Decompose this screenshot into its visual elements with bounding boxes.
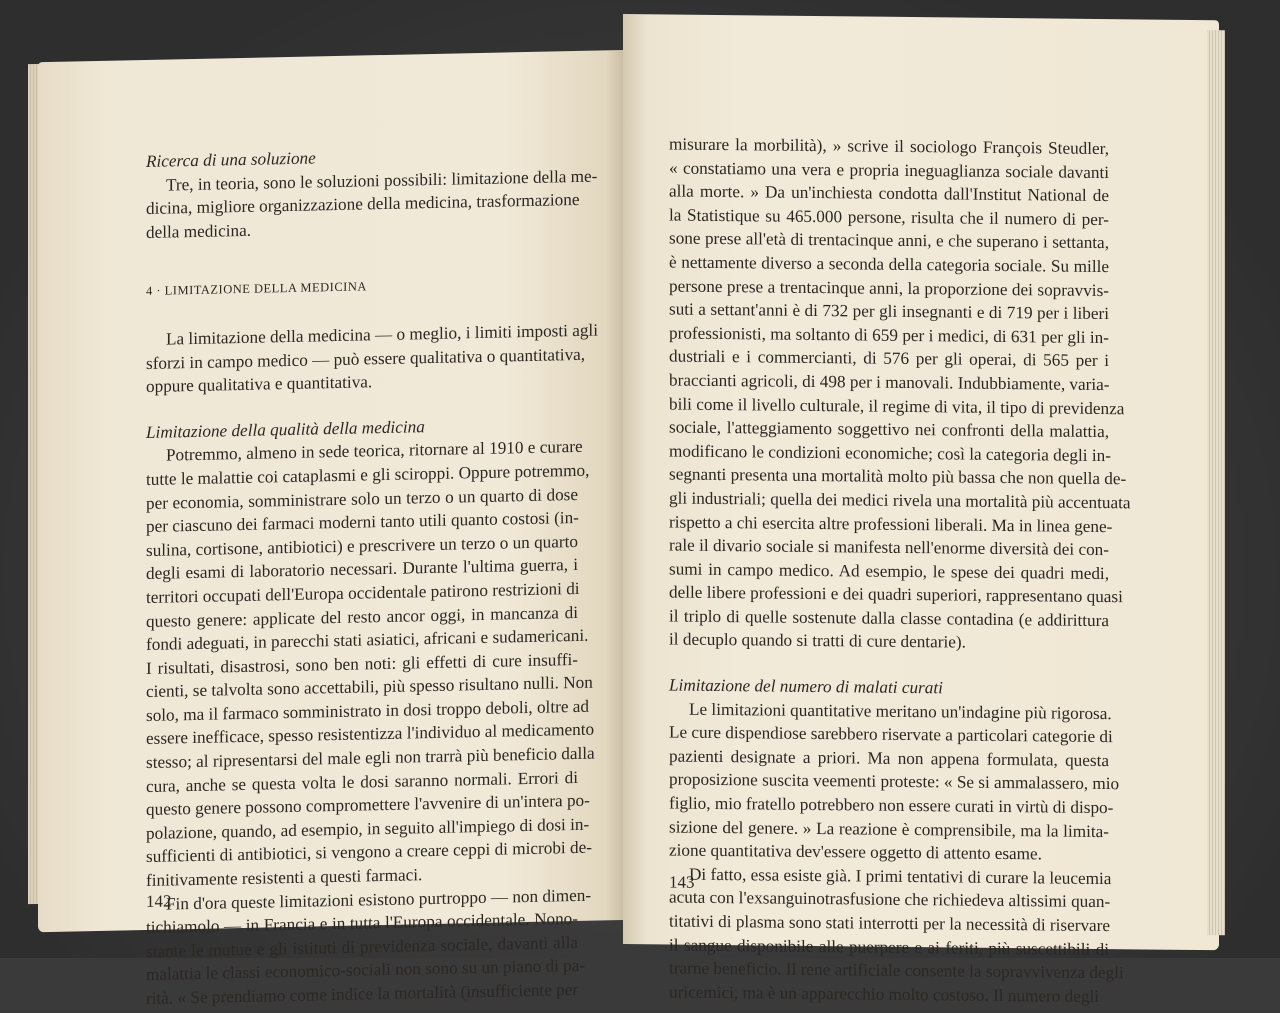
right-page [623, 14, 1219, 1006]
text-line: alla morte. » Da un'inchiesta condotta dall'Institut National de [669, 181, 1109, 206]
text-line: fondi adeguati, in parecchi stati asiatici, africani e sudamericani. [146, 625, 589, 655]
text-line: finitivamente resistenti a questi farmaci. [146, 865, 423, 891]
text-line: territori occupati dell'Europa occidentale patirono restrizioni di [146, 578, 580, 607]
subheading-numero: Limitazione del numero di malati curati [669, 675, 943, 698]
text-line: questo genere: applicate del resto ancor oggi, in mancanza di [146, 602, 578, 631]
text-line: dicina, migliore organizzazione della medicina, trasformazione [146, 190, 580, 219]
text-line: proposizione suscita veementi proteste: « Se si ammalassero, mio [669, 769, 1120, 794]
text-line: sone prese all'età di trentacinque anni, e che superano i settanta, [669, 228, 1109, 253]
text-line: degli esami di laboratorio necessari. Durante l'ultima guerra, i [146, 555, 578, 584]
text-line: la Statistique su 465.000 persone, risulta che il numero di per- [669, 205, 1109, 229]
page-number-left: 142 [146, 891, 172, 911]
text-line: il triplo di quelle sostenute dalla classe contadina (e addirittura [669, 606, 1109, 630]
right-text-block [669, 132, 1131, 1008]
text-line: sociale, l'atteggiamento soggettivo nei confronti della malattia, [669, 417, 1109, 442]
text-line: suti a settant'anni è di 732 per gli insegnanti e di 719 per i liberi [669, 299, 1109, 324]
text-line: rità. « Se prendiamo come indice la mortalità (insufficiente per [146, 979, 579, 1008]
text-line: uricemici, ma è un apparecchio molto costoso. Il numero degli [669, 982, 1100, 1006]
paragraph-soluzioni [146, 165, 598, 245]
text-line: braccianti agricoli, di 498 per i manovali. Indubbiamente, varia- [669, 370, 1110, 395]
right-page-edges [1207, 30, 1225, 935]
text-line: Le cure dispendiose sarebbero riservate a particolari categorie di [669, 722, 1113, 747]
text-line: sizione del genere. » La reazione è comprensibile, ma la limita- [669, 817, 1109, 841]
text-line: per economia, somministrare solo un terzo o un quarto di dose [146, 484, 578, 513]
text-line: stante le mutue e gli istituti di previdenza sociale, davanti alla [146, 932, 578, 961]
paragraph-quantitative [669, 697, 1120, 867]
text-line: malattia le classi economico-sociali non sono su un piano di pa- [146, 956, 586, 985]
subheading-qualita: Limitazione della qualità della medicina [146, 416, 425, 442]
text-line: tichiamolo — in Francia e in tutta l'Europa occidentale. Nono- [146, 909, 578, 938]
text-line: bili come il livello culturale, il regime di vita, il tipo di previdenza [669, 394, 1125, 418]
section-title: 4 · LIMITAZIONE DELLA MEDICINA [146, 279, 367, 299]
paragraph-fin-dora [146, 884, 592, 1011]
text-line: è nettamente diverso a seconda della categoria sociale. Su mille [669, 252, 1109, 277]
text-line: sufficienti di antibiotici, si vengono a creare ceppi di microbi de- [146, 838, 592, 867]
text-line: segnanti presenta una mortalità molto più bassa che non quella de- [669, 464, 1127, 489]
text-line: modificano le condizioni economiche; così la categoria degli in- [669, 441, 1111, 465]
text-line: solo, ma il farmaco somministrato in dosi troppo deboli, oltre ad [146, 696, 589, 725]
text-line: il sangue disponibile alle puerpere e ai feriti, più suscettibili di [669, 935, 1109, 959]
text-line: dustriali e i commercianti, di 576 per gli operai, di 565 per i [669, 346, 1109, 371]
text-line: pazienti designate a priori. Ma non appena formulata, questa [669, 746, 1109, 770]
text-line: cura, anche se questa volta le dosi saranno normali. Errori di [146, 767, 578, 796]
left-text-block [146, 141, 598, 1011]
text-line: essere inefficace, spesso resistentizza l'individuo al medicamento [146, 720, 595, 749]
text-line: trarne beneficio. Il rene artificiale consente la sopravvivenza degli [669, 958, 1124, 983]
text-line: della medicina. [146, 220, 251, 242]
paragraph-qualita [146, 435, 595, 892]
text-line: rale il divario sociale si manifesta nell'enorme diversità dei con- [669, 535, 1109, 560]
text-line: sulina, cortisone, antibiotici) e prescrivere un terzo o un quarto [146, 531, 578, 560]
text-line: figlio, mio fratello potrebbero non essere curati in virtù di dispo- [669, 793, 1114, 818]
text-line: Le limitazioni quantitative meritano un'indagine più rigorosa. [689, 699, 1112, 723]
left-page [38, 50, 623, 1008]
text-line: questo genere possono compromettere l'avvenire di un'intera po- [146, 790, 590, 820]
text-line: Fin d'ora queste limitazioni esistono purtroppo — non dimen- [166, 885, 592, 914]
text-line: stesso; al ripresentarsi del male egli non trarrà più beneficio dalla [146, 743, 595, 773]
text-line: sforzi in campo medico — può essere qualitativa o quantitativa, [146, 344, 586, 373]
text-line: cienti, se talvolta sono accettabili, più spesso risultano nulli. Non [146, 672, 593, 702]
text-line: polazione, quando, ad esempio, in seguito all'impiego di dosi in- [146, 814, 590, 843]
text-line: Tre, in teoria, sono le soluzioni possibili: limitazione della me- [166, 166, 598, 195]
text-line: zione quantitativa dev'essere oggetto di attento esame. [669, 840, 1042, 864]
text-line: persone prese a trentacinque anni, la proporzione dei sopravvis- [669, 276, 1109, 300]
text-line: titativi di plasma sono stati interrotti per la necessità di riservare [669, 911, 1111, 936]
text-line: sumi in campo medico. Ad esempio, le spese dei quadri medi, [669, 559, 1109, 583]
text-line: tutte le malattie coi cataplasmi e gli sciroppi. Oppure potremmo, [146, 460, 590, 489]
open-book [38, 14, 1248, 1008]
text-line: I risultati, disastrosi, sono ben noti: gli effetti di cure insuffi- [146, 649, 578, 678]
text-line: La limitazione della medicina — o meglio, i limiti imposti agli [166, 320, 598, 349]
text-line: Di fatto, essa esiste già. I primi tentativi di curare la leucemia [689, 864, 1112, 888]
paragraph-di-fatto [669, 862, 1124, 1008]
paragraph-mortalita [669, 132, 1131, 656]
text-line: oppure qualitativa e quantitativa. [146, 372, 373, 397]
text-line: misurare la morbilità), » scrive il sociologo François Steudler, [669, 134, 1109, 159]
text-line: rispetto a chi esercita altre professioni liberali. Ma in linea gene- [669, 511, 1113, 536]
heading-ricerca: Ricerca di una soluzione [146, 148, 316, 171]
text-line: delle libere professioni e dei quadri superiori, rappresentano quasi [669, 582, 1123, 607]
text-line: acuta con l'exsanguinotrasfusione che richiedeva altissimi quan- [669, 887, 1111, 912]
text-line: professionisti, ma soltanto di 659 per i medici, di 631 per gli in- [669, 323, 1109, 347]
text-line: « constatiamo una vera e propria ineguaglianza sociale davanti [669, 158, 1109, 182]
page-number-right: 143 [669, 872, 695, 892]
text-line: per ciascuno dei farmaci moderni tanto utili quanto costosi (in- [146, 508, 579, 537]
text-line: gli industriali; quella dei medici rivela una mortalità più accentuata [669, 488, 1131, 513]
text-line: Potremmo, almeno in sede teorica, ritornare al 1910 e curare [166, 437, 583, 465]
paragraph-limitazione [146, 319, 598, 399]
text-line: il decuplo quando si tratti di cure dentarie). [669, 629, 966, 653]
